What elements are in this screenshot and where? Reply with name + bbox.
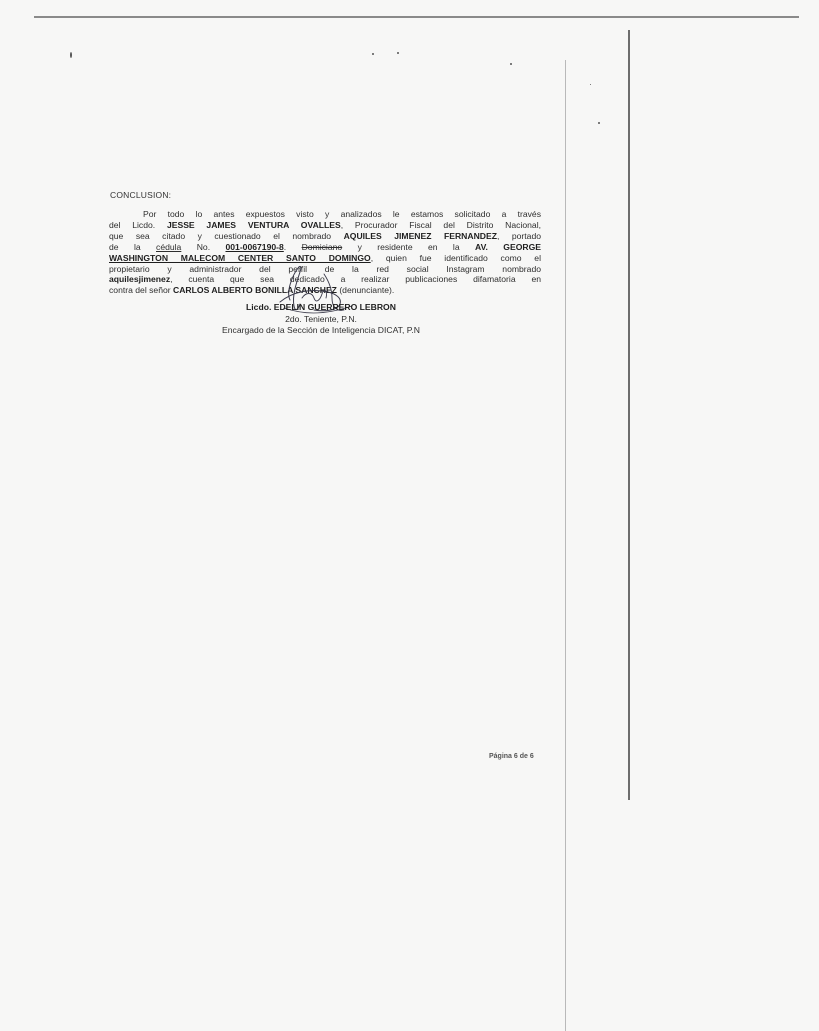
signer-rank: 2do. Teniente, P.N. bbox=[285, 313, 357, 324]
struck-word: Domiciano bbox=[301, 241, 343, 252]
address-start: AV. GEORGE bbox=[475, 241, 542, 252]
text-segment: , cuenta que sea dedicado a realizar publicaciones difamatoria en bbox=[170, 274, 541, 285]
prosecutor-name: JESSE JAMES VENTURA OVALLES bbox=[166, 219, 341, 230]
page-number: Página 6 de 6 bbox=[489, 753, 534, 760]
paragraph-line bbox=[109, 231, 541, 242]
paragraph-line bbox=[109, 220, 541, 231]
scan-page-edge bbox=[628, 30, 630, 800]
paragraph-line bbox=[109, 209, 541, 220]
text-segment: Por todo lo antes expuestos visto y analizados le estamos solicitado a través bbox=[143, 209, 541, 219]
instagram-handle: aquilesjimenez bbox=[109, 274, 171, 285]
scan-speck bbox=[70, 52, 72, 58]
text-segment: y residente en la bbox=[342, 241, 475, 252]
text-segment: , quien fue identificado como el bbox=[370, 252, 541, 263]
text-segment: , Procurador Fiscal del Distrito Nacional, bbox=[340, 219, 541, 230]
scan-speck bbox=[510, 63, 512, 65]
signer-name: Licdo. EDELIN GUERRERO LEBRON bbox=[246, 302, 396, 312]
address-rest: WASHINGTON MALECOM CENTER SANTO DOMINGO bbox=[109, 252, 371, 263]
paragraph-line bbox=[109, 242, 541, 253]
scan-speck bbox=[590, 84, 591, 85]
scan-fold-line bbox=[565, 60, 566, 1031]
complainant-name: CARLOS ALBERTO BONILLA SANCHEZ bbox=[173, 285, 337, 296]
signer-block bbox=[170, 302, 472, 337]
text-segment: propietario y administrador del perfil de la red social Instagram nombrado bbox=[109, 263, 541, 274]
text-segment: No. bbox=[181, 241, 226, 252]
text-segment: cédula bbox=[156, 241, 182, 252]
conclusion-heading: CONCLUSION: bbox=[110, 190, 172, 200]
text-segment: que sea citado y cuestionado el nombrado bbox=[109, 230, 344, 241]
text-segment: (denunciante). bbox=[336, 285, 395, 296]
signer-role: Encargado de la Sección de Inteligencia DICAT, P.N bbox=[222, 325, 420, 336]
scan-speck bbox=[372, 53, 374, 55]
scan-speck bbox=[598, 122, 600, 124]
id-number: 001-0067190-8 bbox=[225, 241, 284, 252]
accused-name: AQUILES JIMENEZ FERNANDEZ bbox=[343, 230, 497, 241]
text-segment: . bbox=[283, 241, 302, 252]
scan-top-border bbox=[34, 16, 799, 18]
text-segment: de la bbox=[109, 241, 157, 252]
text-segment: , portado bbox=[496, 230, 542, 241]
scan-speck bbox=[397, 52, 399, 54]
text-segment: del Licdo. bbox=[109, 219, 167, 230]
text-segment: contra del señor bbox=[109, 285, 174, 296]
